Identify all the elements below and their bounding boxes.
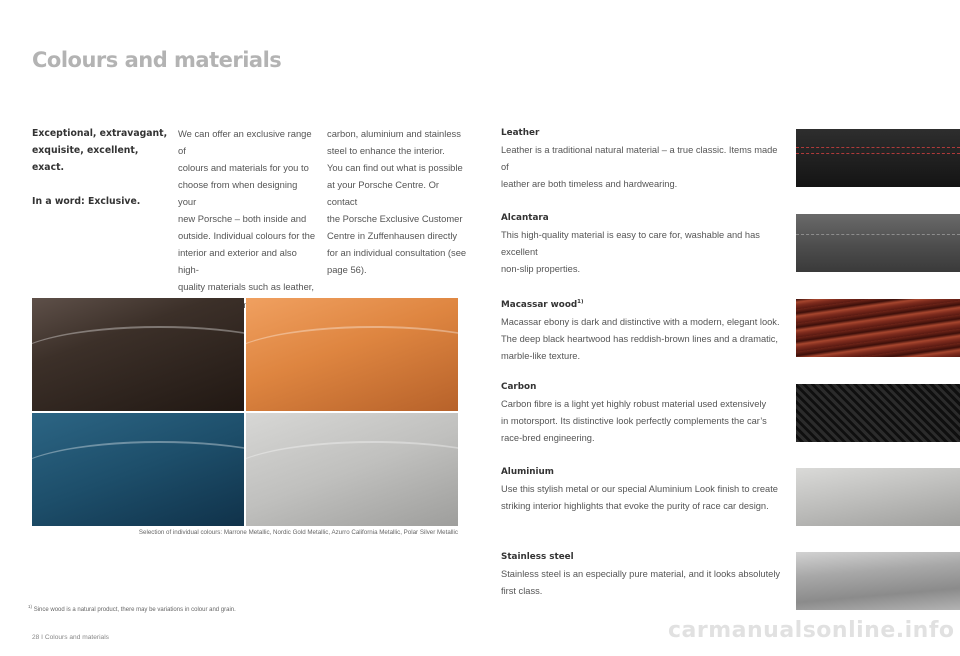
intro-text-line: choose from when designing your [178,179,298,207]
intro-text-column-b [327,125,467,278]
intro-text-line: carbon, aluminium and stainless [327,128,461,139]
material-text-line: This high-quality material is easy to care for, washable and has excellent [501,230,760,257]
stainless-steel-sample-image [796,552,960,610]
material-text-line: striking interior highlights that evoke the purity of race car design. [501,501,769,511]
material-carbon [501,379,786,447]
page-folio: 28 I Colours and materials [32,634,109,641]
swatch-marrone-metallic [32,298,244,411]
footnote-ref: 1) [577,299,584,305]
footnote [28,604,236,613]
intro-text-line: interior and exterior and also high- [178,247,297,275]
material-alcantara [501,210,786,278]
site-watermark: carmanualsonline.info [668,618,955,643]
intro-text-line: You can find out what is possible [327,162,463,173]
intro-headline-line: In a word: Exclusive. [32,196,141,207]
intro-text-line: We can offer an exclusive range of [178,128,312,156]
material-text-line: in motorsport. Its distinctive look perfectly complements the car’s [501,416,767,426]
material-text-line: marble-like texture. [501,350,581,361]
leather-sample-image [796,129,960,187]
material-text-line: The deep black heartwood has reddish-brown lines and a dramatic, [501,333,779,344]
material-stainless-steel [501,549,786,600]
footnote-text: Since wood is a natural product, there may be variations in colour and grain. [33,607,236,613]
material-macassar-wood [501,294,786,365]
material-text-line: Leather is a traditional natural material – a true classic. Items made of [501,145,778,172]
material-title: Alcantara [501,213,549,223]
alcantara-sample-image [796,214,960,272]
intro-headline-line: Exceptional, extravagant, [32,128,168,139]
intro-text-line: the Porsche Exclusive Customer [327,213,463,224]
colour-swatch-grid [32,298,458,526]
intro-text-column-a [178,125,318,313]
page-title: Colours and materials [32,48,282,72]
intro-text-line: outside. Individual colours for the [178,230,316,241]
material-text-line: leather are both timeless and hardwearing. [501,179,678,189]
material-aluminium [501,464,786,515]
material-title: Carbon [501,382,537,392]
material-text-line: Use this stylish metal or our special Aluminium Look finish to create [501,484,778,494]
swatch-polar-silver-metallic [246,413,458,526]
material-title: Leather [501,128,540,138]
material-title-text: Macassar wood [501,299,578,310]
intro-text-line: new Porsche – both inside and [178,213,307,224]
material-leather [501,125,786,193]
macassar-wood-sample-image [796,299,960,357]
material-text-line: non-slip properties. [501,264,581,274]
swatch-caption: Selection of individual colours: Marrone Metallic, Nordic Gold Metallic, Azurro California Metallic, Polar Silver Metallic [138,529,458,536]
intro-text-line: colours and materials for you to [178,162,309,173]
footnote-marker: 1) [28,604,33,609]
material-text-line: Carbon fibre is a light yet highly robust material used extensively [501,399,767,409]
material-text-line: Macassar ebony is dark and distinctive with a modern, elegant look. [501,316,780,327]
intro-headline-line: exquisite, excellent, exact. [32,145,139,173]
material-title: Stainless steel [501,552,574,562]
intro-text-line: quality materials such as leather, [178,281,315,292]
material-title [501,294,786,314]
intro-text-line: for an individual consultation (see [327,247,467,258]
intro-text-line: at your Porsche Centre. Or contact [327,179,440,207]
material-text-line: first class. [501,586,543,596]
material-text-line: race-bred engineering. [501,433,595,443]
aluminium-sample-image [796,468,960,526]
swatch-nordic-gold-metallic [246,298,458,411]
intro-text-line: page 56). [327,264,367,275]
carbon-sample-image [796,384,960,442]
intro-text-line: steel to enhance the interior. [327,145,445,156]
intro-headline [32,125,172,210]
swatch-azzurro-california-metallic [32,413,244,526]
material-title: Aluminium [501,467,554,477]
intro-text-line: Centre in Zuffenhausen directly [327,230,458,241]
material-text-line: Stainless steel is an especially pure material, and it looks absolutely [501,569,781,579]
